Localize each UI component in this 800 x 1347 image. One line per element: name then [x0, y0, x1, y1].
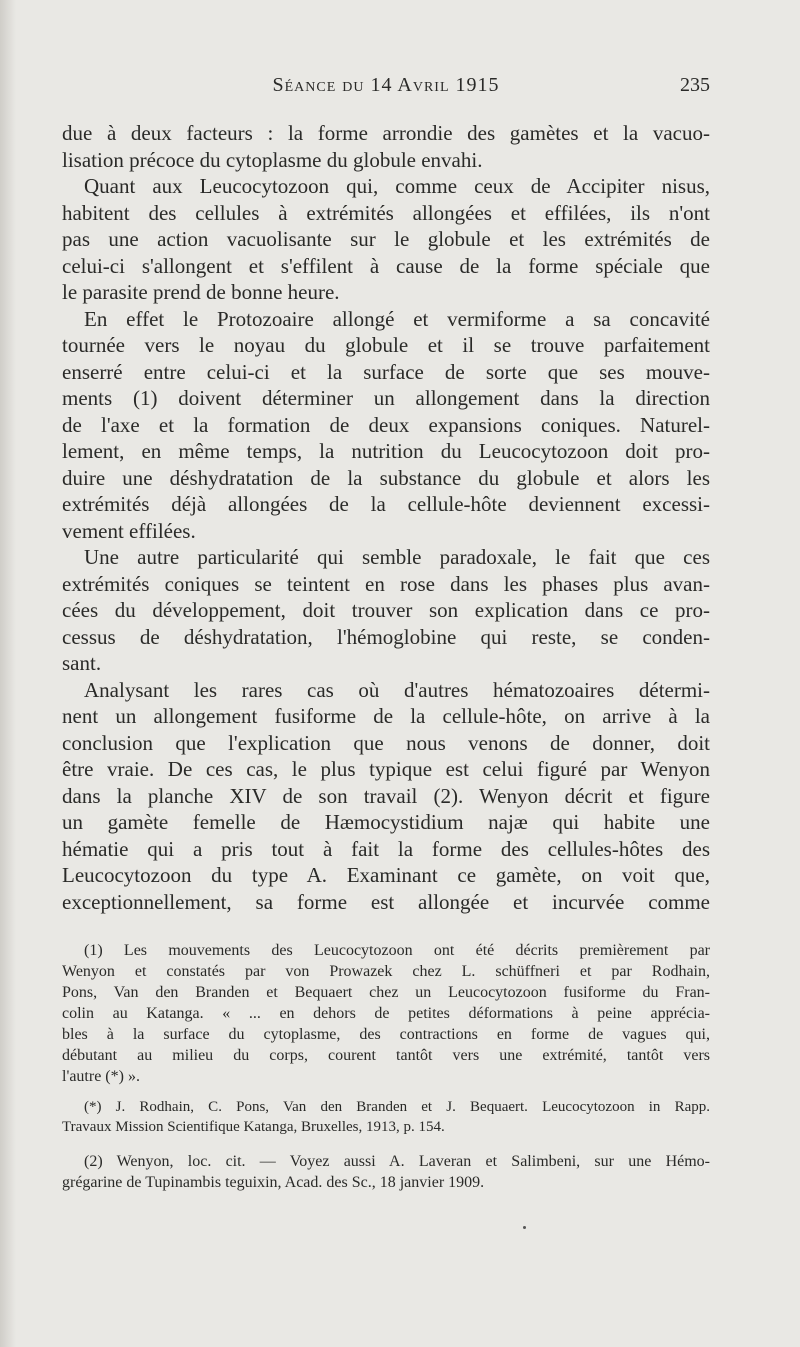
body-line: être vraie. De ces cas, le plus typique est celui figuré par Wenyon	[62, 757, 710, 781]
body-line: Leucocytozoon du type A. Examinant ce gamète, on voit que,	[62, 863, 710, 887]
body-line: pas une action vacuolisante sur le globule et les extrémités de	[62, 227, 710, 251]
body-line: Quant aux Leucocytozoon qui, comme ceux de Accipiter nisus,	[84, 174, 710, 198]
body-line: tournée vers le noyau du globule et il se trouve parfaitement	[62, 333, 710, 357]
body-line: ments (1) doivent déterminer un allongement dans la direction	[62, 386, 710, 410]
body-line: de l'axe et la formation de deux expansions coniques. Naturel-	[62, 412, 710, 437]
body-line: Analysant les rares cas où d'autres hématozoaires détermi-	[84, 677, 710, 702]
footnote-line: Wenyon et constatés par von Prowazek chez L. schüffneri et par Rodhain,	[62, 963, 710, 980]
footnote-line: (2) Wenyon, loc. cit. — Voyez aussi A. Laveran et Salimbeni, sur une Hémo-	[84, 1153, 710, 1170]
footnote-line: débutant au milieu du corps, courent tantôt vers une extrémité, tantôt vers	[62, 1047, 710, 1064]
page-edge-shadow	[0, 0, 16, 1347]
footnote-line: colin au Katanga. « ... en dehors de petites déformations à peine apprécia-	[62, 1005, 710, 1022]
body-line: habitent des cellules à extrémités allongées et effilées, ils n'ont	[62, 200, 710, 225]
body-line: hématie qui a pris tout à fait la forme des cellules-hôtes des	[62, 836, 710, 861]
page-number: 235	[680, 74, 710, 96]
ink-speck	[523, 1226, 526, 1229]
body-line: dans la planche XIV de son travail (2). Wenyon décrit et figure	[62, 783, 710, 808]
body-line: lement, en même temps, la nutrition du Leucocytozoon doit pro-	[62, 439, 710, 463]
body-line: due à deux facteurs : la forme arrondie des gamètes et la vacuo-	[62, 121, 710, 145]
footnote-2	[62, 1151, 710, 1193]
body-line: conclusion que l'explication que nous venons de donner, doit	[62, 730, 710, 755]
body-line: duire une déshydratation de la substance du globule et alors les	[62, 465, 710, 490]
body-line: extrémités coniques se teintent en rose dans les phases plus avan-	[62, 571, 710, 596]
running-title: Séance du 14 Avril 1915	[272, 74, 500, 96]
footnote-line: grégarine de Tupinambis teguixin, Acad. des Sc., 18 janvier 1909.	[62, 1174, 485, 1191]
footnote-line: l'autre (*) ».	[62, 1068, 140, 1085]
footnote-line: (*) J. Rodhain, C. Pons, Van den Branden et J. Bequaert. Leucocytozoon in Rapp.	[84, 1099, 710, 1115]
footnote-line: (1) Les mouvements des Leucocytozoon ont été décrits premièrement par	[84, 942, 710, 959]
body-line: extrémités déjà allongées de la cellule-hôte deviennent excessi-	[62, 492, 710, 516]
body-line: En effet le Protozoaire allongé et vermiforme a sa concavité	[84, 306, 710, 331]
footnote-line: Travaux Mission Scientifique Katanga, Bruxelles, 1913, p. 154.	[62, 1119, 445, 1135]
footnote-1-subnote	[62, 1097, 710, 1137]
body-line: cées du développement, doit trouver son explication dans ce pro-	[62, 598, 710, 622]
footnote-line: bles à la surface du cytoplasme, des contractions en forme de vagues qui,	[62, 1026, 710, 1043]
body-text	[62, 120, 710, 915]
body-line: exceptionnellement, sa forme est allongée et incurvée comme	[62, 889, 710, 914]
body-line: nent un allongement fusiforme de la cellule-hôte, on arrive à la	[62, 704, 710, 728]
body-line: vement effilées.	[62, 518, 196, 543]
footnotes	[62, 940, 710, 1193]
body-line: sant.	[62, 651, 102, 675]
footnote-line: Pons, Van den Branden et Bequaert chez un Leucocytozoon fusiforme du Fran-	[62, 984, 710, 1001]
page-header	[62, 74, 710, 100]
body-line: le parasite prend de bonne heure.	[62, 280, 340, 304]
footnote-1	[62, 940, 710, 1087]
body-line: lisation précoce du cytoplasme du globule envahi.	[62, 147, 483, 172]
body-line: Une autre particularité qui semble paradoxale, le fait que ces	[84, 545, 710, 569]
body-line: enserré entre celui-ci et la surface de sorte que ses mouve-	[62, 359, 710, 384]
body-line: cessus de déshydratation, l'hémoglobine qui reste, se conden-	[62, 624, 710, 649]
body-line: celui-ci s'allongent et s'effilent à cause de la forme spéciale que	[62, 253, 710, 278]
body-line: un gamète femelle de Hæmocystidium najæ qui habite une	[62, 810, 710, 834]
